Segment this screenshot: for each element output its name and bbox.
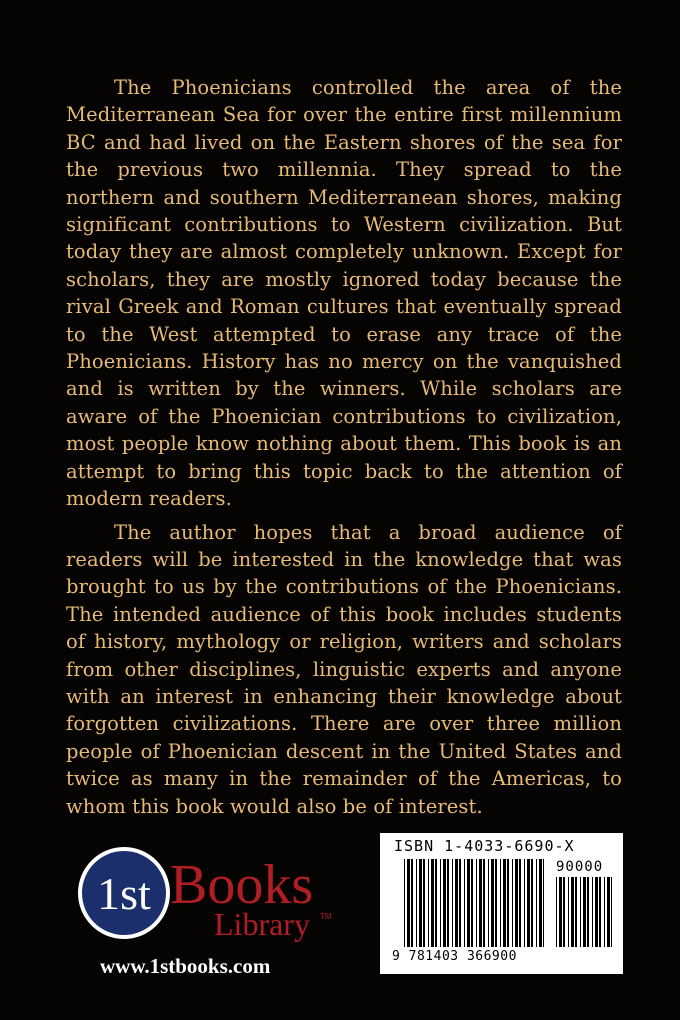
barcode-bar	[495, 859, 497, 947]
logo-books-text: Books	[170, 854, 314, 916]
blurb-paragraph-1: The Phoenicians controlled the area of the Mediterranean Sea for over the entire first millennium BC and had lived on the Eastern shores of the sea for the previous two millennia. They spread to the northern and southern Mediterranean shores, making significant contributions to Western civilization. But today they are almost completely unknown. Except for scholars, they are mostly ignored today because the rival Greek and Roman cultures that eventually spread to the West attempted to erase any trace of the Phoenicians. History has no mercy on the vanquished and is written by the winners. While scholars are aware of the Phoenician contributions to civilization, most people know nothing about them. This book is an attempt to bring this topic back to the attention of modern readers.	[66, 76, 622, 511]
barcode-bar	[404, 859, 405, 947]
barcode-bar	[595, 877, 598, 947]
publisher-url: www.1stbooks.com	[100, 954, 271, 978]
barcode-bar	[515, 859, 518, 947]
barcode-bar	[452, 859, 453, 947]
barcode-bar	[536, 859, 537, 947]
barcode-bar	[519, 859, 521, 947]
barcode-bar	[587, 877, 589, 947]
logo-circle-text: 1st	[97, 868, 151, 919]
barcode-bar	[571, 877, 574, 947]
ean-digits: 9 781403 366900	[392, 949, 517, 964]
barcode-bar	[524, 859, 525, 947]
barcode-bar	[611, 877, 612, 947]
barcode-bar	[471, 859, 473, 947]
barcode-bar	[467, 859, 470, 947]
barcode-bar	[443, 859, 446, 947]
barcode-bar	[435, 859, 437, 947]
barcode-bar	[583, 877, 586, 947]
barcode-bar	[479, 859, 482, 947]
isbn-barcode	[380, 833, 623, 974]
back-cover-blurb	[66, 74, 622, 826]
barcode-bar	[599, 877, 601, 947]
barcode-bar	[464, 859, 465, 947]
barcode-bar	[455, 859, 458, 947]
barcode-bar	[459, 859, 461, 947]
barcode-bar	[500, 859, 501, 947]
barcode-bar	[491, 859, 494, 947]
logo-library-text: Library	[214, 906, 310, 942]
barcode-bar	[580, 877, 581, 947]
barcode-bar	[503, 859, 506, 947]
barcode-bar	[440, 859, 441, 947]
ean-barcode-bars	[404, 859, 544, 951]
logo-tm: TM	[320, 912, 332, 921]
barcode-bar	[568, 877, 569, 947]
blurb-paragraph-2: The author hopes that a broad audience of readers will be interested in the knowledge that was brought to us by the contributions of the Phoenicians. The intended audience of this book includes students of history, mythology or religion, writers and scholars from other disciplines, linguistic experts and anyone with an interest in enhancing their knowledge about forgotten civilizations. There are over three million people of Phoenician descent in the United States and twice as many in the remainder of the Americas, to whom this book would also be of interest.	[66, 520, 622, 818]
barcode-bar	[428, 859, 429, 947]
barcode-bar	[543, 859, 544, 947]
barcode-bar	[411, 859, 413, 947]
barcode-bar	[476, 859, 477, 947]
barcode-bar	[483, 859, 485, 947]
barcode-bar	[607, 877, 610, 947]
barcode-bar	[447, 859, 449, 947]
barcode-bar	[407, 859, 410, 947]
barcode-bar	[539, 859, 542, 947]
barcode-bar	[531, 859, 533, 947]
barcode-bar	[488, 859, 489, 947]
barcode-bar	[416, 859, 417, 947]
publisher-logo	[78, 843, 338, 953]
barcode-bar	[604, 877, 605, 947]
isbn-label: ISBN 1-4033-6690-X	[394, 837, 575, 855]
barcode-bar	[431, 859, 434, 947]
barcode-bar	[512, 859, 513, 947]
barcode-bar	[563, 877, 565, 947]
barcode-bar	[419, 859, 422, 947]
barcode-bar	[592, 877, 593, 947]
barcode-bar	[527, 859, 530, 947]
barcode-bar	[559, 877, 562, 947]
barcode-bar	[507, 859, 509, 947]
price-code: 90000	[556, 859, 604, 875]
barcode-bar	[423, 859, 425, 947]
barcode-bar	[575, 877, 577, 947]
barcode-bar	[556, 877, 557, 947]
addon-barcode-bars	[556, 877, 612, 951]
